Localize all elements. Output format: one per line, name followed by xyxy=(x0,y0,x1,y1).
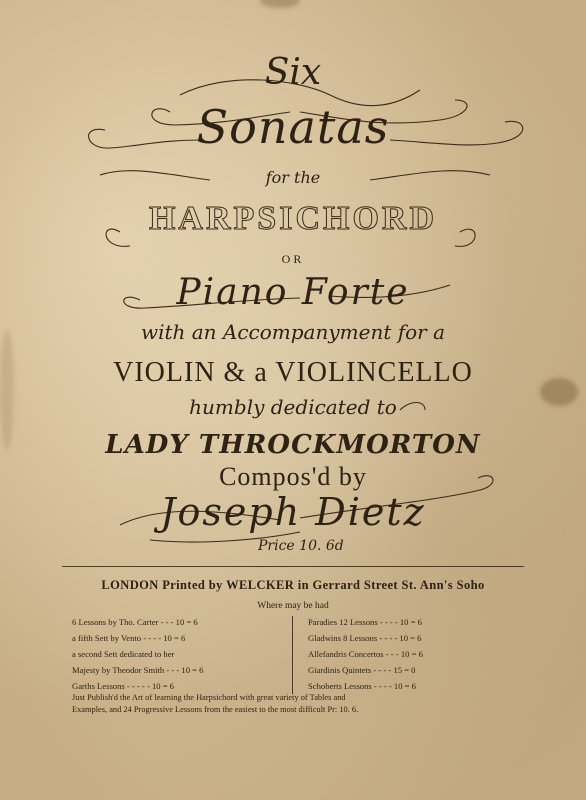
catalogue-divider xyxy=(292,616,293,694)
catalogue-left-1: 6 Lessons by Tho. Carter - - - 10 = 6 xyxy=(72,617,198,627)
catalogue-right-2: Gladwins 8 Lessons - - - - 10 = 6 xyxy=(308,633,422,643)
catalogue-left-5: Garths Lessons - - - - - 10 = 6 xyxy=(72,681,174,691)
title-violin-violoncello: VIOLIN & a VIOLINCELLO xyxy=(113,357,473,388)
just-published-line-2: Examples, and 24 Progressive Lessons from the easiest to the most difficult Pr: 10. 6. xyxy=(72,705,359,714)
title-dedicated: humbly dedicated to xyxy=(189,395,397,419)
title-accompaniment: with an Accompanyment for a xyxy=(140,320,446,344)
title-or: OR xyxy=(281,252,305,266)
catalogue-left-3: a second Sett dedicated to her xyxy=(72,649,175,659)
catalogue-left-2: a fifth Sett by Vento - - - - 10 = 6 xyxy=(72,633,186,643)
catalogue-left-4: Majesty by Theodor Smith - - - 10 = 6 xyxy=(72,665,204,675)
imprint-where: Where may be had xyxy=(257,601,329,611)
title-sonatas: Sonatas xyxy=(196,100,390,154)
imprint-rule-top xyxy=(62,566,524,567)
catalogue-right-5: Schoberts Lessons - - - - 10 = 6 xyxy=(308,681,416,691)
imprint-line: LONDON Printed by WELCKER in Gerrard Street St. Ann's Soho xyxy=(101,578,485,592)
title-piano-forte: Piano Forte xyxy=(176,272,410,313)
title-composed-by: Compos'd by xyxy=(219,462,367,491)
title-six: Six xyxy=(264,52,322,93)
catalogue-right-1: Paradies 12 Lessons - - - - 10 = 6 xyxy=(308,617,422,627)
title-dedicatee: LADY THROCKMORTON xyxy=(105,430,481,460)
title-composer: Joseph Dietz xyxy=(160,490,426,534)
catalogue-right-4: Giardinis Quintets - - - - 15 = 0 xyxy=(308,665,416,675)
title-harpsichord: HARPSICHORD xyxy=(148,200,438,237)
catalogue-right-3: Allefandris Concertos - - - 10 = 6 xyxy=(308,649,423,659)
just-published-line-1: Just Publish'd the Art of learning the Harpsichord with great variety of Tables and xyxy=(72,693,346,702)
title-price: Price 10. 6d xyxy=(258,538,344,554)
title-for-the: for the xyxy=(265,168,321,187)
